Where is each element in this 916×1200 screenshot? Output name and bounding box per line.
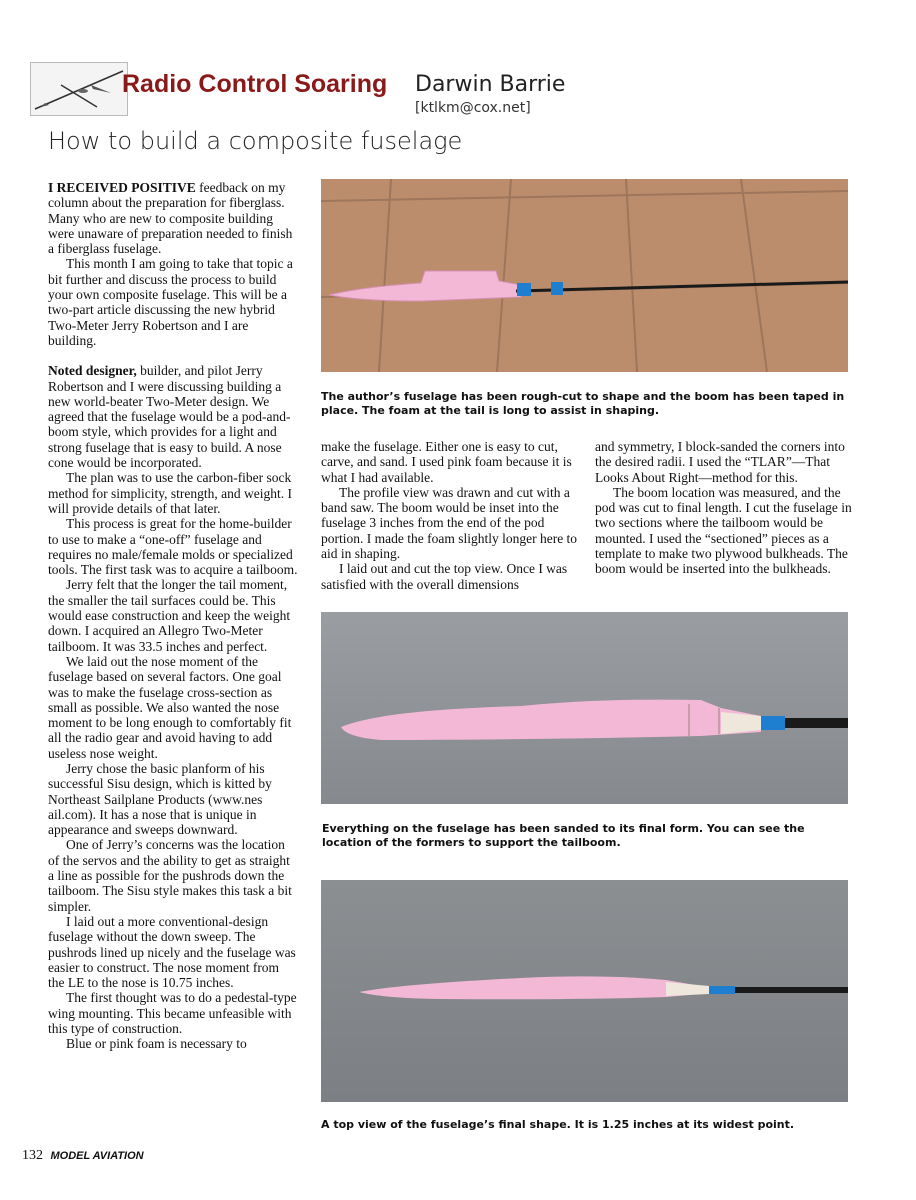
photo-rough-cut-fuselage (321, 179, 848, 372)
column-title: Radio Control Soaring (122, 70, 388, 98)
paragraph: The first thought was to do a pedestal-type wing mounting. This became unfeasible with this type of construction. (48, 990, 297, 1037)
paragraph (48, 180, 298, 256)
paragraph: Jerry chose the basic planform of his successful Sisu design, which is kitted by Northeast Sailplane Products (www.nes ail.com). It has a nose that is unique in appearance and sweeps downward. (48, 760, 272, 838)
photo-caption: Everything on the fuselage has been sanded to its final form. You can see the location of the formers to support the tailboom. (322, 822, 805, 849)
text-column-middle (321, 439, 579, 592)
lead-in: I RECEIVED POSITIVE (48, 180, 196, 195)
text-column-left (48, 180, 298, 1052)
magazine-name: MODEL AVIATION (50, 1150, 144, 1162)
paragraph: We laid out the nose moment of the fuselage based on several factors. One goal was to make the fuselage cross-section as small as possible. We also wanted the nose moment to be long enough to comfortably fit all the radio gear and avoid having to add useless nose weight. (48, 653, 292, 761)
text-column-right (595, 439, 853, 577)
author-name: Darwin Barrie (415, 72, 566, 97)
article-headline: How to build a composite fuselage (48, 127, 463, 155)
paragraph: make the fuselage. Either one is easy to cut, carve, and sand. I used pink foam because it is what I had available. (321, 439, 572, 485)
paragraph: Blue or pink foam is necessary to (66, 1036, 247, 1052)
paragraph: The boom location was measured, and the pod was cut to final length. I cut the fuselage in two sections where the tailboom would be mounted. I used the “sectioned” pieces as a template to make two plywood bulkheads. The boom would be inserted into the bulkheads. (595, 484, 852, 577)
glider-logo (30, 62, 128, 116)
paragraph: I laid out a more conventional-design fuselage without the down sweep. The pushrods lined up nicely and the fuselage was easier to construct. The nose moment from the LE to the nose is 10.75 inches. (48, 913, 296, 991)
glider-icon (31, 63, 127, 115)
paragraph: This process is great for the home-builder to use to make a “one-off” fuselage and requires no male/female molds or specialized tools. The first task was to acquire a tailboom. (48, 516, 298, 578)
author-email: [ktlkm@cox.net] (415, 100, 531, 116)
photo-caption: The author’s fuselage has been rough-cut to shape and the boom has been taped in place. The foam at the tail is long to assist in shaping. (321, 390, 845, 417)
page-footer (22, 1148, 144, 1164)
paragraph: One of Jerry’s concerns was the location of the servos and the ability to get as straight a line as possible for the pushrods down the tailboom. The Sisu style makes this task a bit simpler. (48, 837, 292, 914)
paragraph: The profile view was drawn and cut with a band saw. The boom would be inset into the fuselage 3 inches from the end of the pod portion. I made the foam slightly longer here to aid in shaping. (321, 484, 578, 562)
paragraph (48, 363, 298, 470)
paragraph-text: feedback on my column about the preparation for fiberglass. Many who are new to composite building were unaware of preparation needed to finish a fiberglass fuselage. (48, 180, 293, 257)
paragraph: and symmetry, I block-sanded the corners into the desired radii. I used the “TLAR”—That Looks About Right—method for this. (595, 439, 845, 485)
photo-fuselage-top-view (321, 880, 848, 1102)
lead-in: Noted designer, (48, 363, 137, 379)
photo-caption: A top view of the fuselage’s final shape. It is 1.25 inches at its widest point. (321, 1118, 795, 1131)
paragraph-text: builder, and pilot Jerry Robertson and I were discussing building a new world-beater Two-Meter design. We agreed that the fuselage would be a pod-and-boom style, which provides for a light and strong fuselage that is easy to build. A nose cone would be incorporated. (48, 363, 291, 471)
page-number: 132 (22, 1148, 43, 1163)
paragraph: This month I am going to take that topic a bit further and discuss the process to build your own composite fuselage. This will be a two-part article discussing the new hybrid Two-Meter Jerry Robertson and I are building. (48, 256, 293, 348)
paragraph: Jerry felt that the longer the tail moment, the smaller the tail surfaces could be. This would ease construction and keep the weight down. I acquired an Allegro Two-Meter tailboom. It was 33.5 inches and perfect. (48, 577, 291, 654)
photo-sanded-fuselage-profile (321, 612, 848, 804)
paragraph: The plan was to use the carbon-fiber sock method for simplicity, strength, and weight. I will provide details of that later. (48, 470, 292, 516)
paragraph: I laid out and cut the top view. Once I was satisfied with the overall dimensions (321, 561, 568, 592)
